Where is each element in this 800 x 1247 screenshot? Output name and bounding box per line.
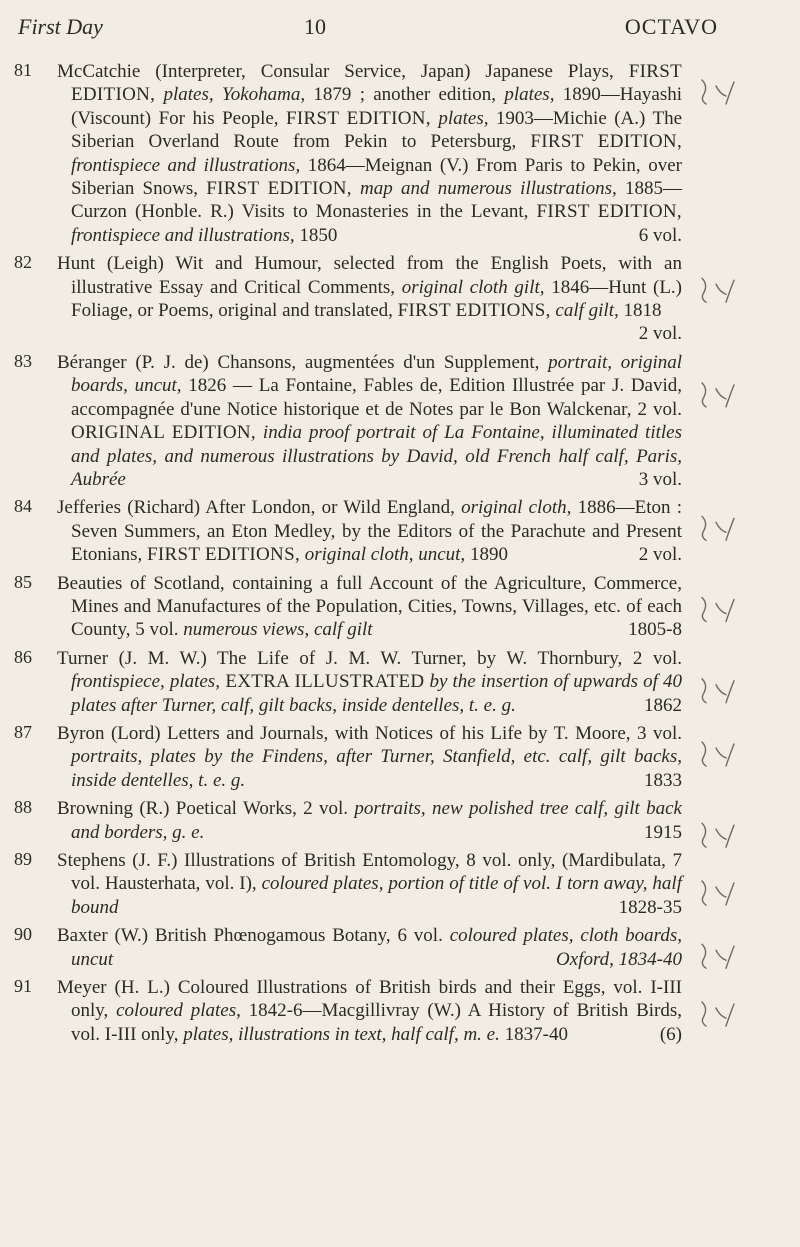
lot-description — [57, 924, 682, 971]
sale-day: First Day — [18, 14, 103, 39]
lot-entry — [0, 797, 800, 844]
lot-text-segment: portraits, plates by the Findens, after Turner, Stanfield, etc. calf, gilt backs, inside dentelles, t. e. g. — [71, 746, 682, 791]
lot-entry — [0, 496, 800, 566]
page-number: 10 — [304, 14, 326, 39]
lot-description — [57, 722, 682, 792]
lot-volume-note: 2 vol. — [638, 544, 682, 566]
lot-text-segment: original cloth, — [461, 497, 572, 519]
pencil-tick-mark — [702, 823, 734, 847]
lot-text-segment: Turner (J. M. W.) The Life of J. M. W. Turner, by W. Thornbury, 2 vol. — [57, 647, 682, 669]
lot-text-segment: coloured plates, portion of title of vol. I torn away, half bound — [71, 873, 682, 918]
lot-number: 83 — [14, 350, 32, 371]
lot-text-segment: 1850 — [294, 224, 338, 246]
lot-number: 86 — [14, 646, 32, 667]
lot-number: 87 — [14, 721, 32, 742]
lot-number: 84 — [14, 496, 32, 517]
section-title: OCTAVO — [624, 14, 718, 39]
lot-number: 88 — [14, 797, 32, 818]
lot-text-segment: numerous views, calf gilt — [183, 619, 373, 641]
lot-volume-note: 6 vol. — [638, 224, 682, 246]
pencil-tick-mark — [702, 881, 734, 905]
lot-list — [0, 60, 800, 1051]
lot-text-segment: FIRST EDITION, — [536, 201, 682, 223]
lot-volume-note: (6) — [659, 1023, 682, 1045]
lot-description — [57, 572, 682, 642]
lot-text-segment: portrait, original boards, uncut, — [71, 351, 683, 397]
lot-text-segment: 1903—Michie (A.) The Siberian Overland Route from Pekin to Petersburg, — [71, 107, 682, 153]
lot-entry — [0, 572, 800, 642]
lot-text-segment: coloured plates, cloth boards, uncut — [71, 925, 683, 970]
lot-text-segment: McCatchie (Interpreter, Consular Service, Japan) Japanese Plays, — [57, 61, 629, 82]
lot-entry — [0, 647, 800, 717]
lot-text-segment: 1846—Hunt (L.) Foliage, or Poems, original and translated, — [71, 276, 683, 322]
lot-description — [57, 351, 682, 491]
lot-text-segment: 1890 — [465, 544, 508, 566]
lot-number: 90 — [14, 924, 32, 945]
lot-number: 85 — [14, 571, 32, 592]
lot-text-segment: 1842-6—Macgillivray (W.) A History of British Birds, vol. I-III only, — [71, 1000, 683, 1045]
lot-number: 81 — [14, 60, 32, 80]
lot-entry — [0, 722, 800, 792]
lot-text-segment: frontispiece, plates, — [71, 671, 220, 693]
lot-text-segment: 1886—Eton : Seven Summers, an Eton Medley, by the Editors of the Parachute and Present Etonians, — [71, 497, 682, 566]
lot-text-segment: india proof portrait of La Fontaine, illuminated titles and plates, and numerous illustrations by David, old French half calf, Paris, Aubrée — [71, 422, 682, 490]
lot-text-segment: frontispiece and illustrations, — [71, 224, 295, 246]
lot-text-segment: plates, — [430, 107, 489, 129]
lot-text-segment: frontispiece and illustrations, — [71, 154, 301, 176]
lot-text-segment: 1890—Hayashi (Viscount) For his People, — [71, 84, 682, 129]
lot-entry — [0, 60, 800, 247]
lot-number: 91 — [14, 976, 32, 997]
pencil-tick-mark — [702, 944, 734, 968]
lot-entry — [0, 924, 800, 971]
lot-number: 89 — [14, 849, 32, 869]
lot-text-segment: calf gilt, — [550, 300, 619, 322]
lot-text-segment: ORIGINAL EDITION, — [71, 422, 256, 444]
lot-text-segment: Meyer (H. L.) Coloured Illustrations of British birds and their Eggs, vol. I-III only, — [57, 977, 682, 1022]
lot-description — [57, 797, 682, 844]
lot-text-segment: Stephens (J. F.) Illustrations of British Entomology, 8 vol. only, (Mardibulata, 7 vol. Hausterhata, vol. I), — [57, 850, 682, 895]
lot-volume-note: 1862 — [644, 694, 682, 716]
lot-text-segment: FIRST EDITIONS, — [397, 300, 551, 322]
lot-text-segment: FIRST EDITION, — [71, 61, 682, 106]
lot-text-segment: 1826 — La Fontaine, Fables de, Edition Illustrée par J. David, accompagnée d'une Notice historique et de Notes par le Bon Walckenar, 2 vol. — [71, 375, 683, 420]
lot-volume-note: Oxford, 1834-40 — [556, 948, 682, 970]
pencil-tick-mark — [702, 742, 734, 766]
lot-volume-note: 1828-35 — [618, 896, 682, 918]
lot-volume-note: 1805-8 — [628, 619, 682, 641]
pencil-tick-mark — [702, 516, 734, 540]
lot-text-segment: Béranger (P. J. de) Chansons, augmentées d'un Supplement, — [57, 351, 549, 373]
lot-text-segment: by the insertion of upwards of 40 plates after Turner, calf, gilt backs, inside dentelles, t. e. g. — [71, 671, 682, 716]
page-header — [18, 14, 778, 48]
lot-entry — [0, 252, 800, 346]
lot-text-segment: Beauties of Scotland, containing a full Account of the Agriculture, Commerce, Mines and Manufactures of the Population, Cities, Towns, Villages, etc. of each County, 5 vol. — [57, 572, 682, 641]
lot-volume-note: 3 vol. — [638, 468, 682, 490]
lot-text-segment: EXTRA ILLUSTRATED — [219, 671, 425, 693]
pencil-tick-mark — [702, 598, 734, 622]
lot-text-segment: coloured plates, — [116, 1000, 241, 1022]
lot-text-segment: 1885—Curzon (Honble. R.) Visits to Monasteries in the Levant, — [71, 178, 683, 223]
lot-number: 82 — [14, 252, 32, 273]
lot-description — [57, 647, 682, 717]
lot-entry — [0, 976, 800, 1046]
lot-text-segment: 1818 — [618, 300, 662, 322]
lot-entry — [0, 849, 800, 919]
lot-text-segment: map and numerous illustrations, — [351, 178, 617, 200]
lot-text-segment: original cloth gilt, — [401, 276, 545, 298]
lot-text-segment: FIRST EDITIONS, — [147, 544, 300, 566]
pencil-annotations — [692, 60, 792, 1210]
lot-volume-note: 2 vol. — [638, 323, 682, 345]
lot-text-segment: FIRST EDITION, — [530, 131, 682, 153]
lot-description — [57, 60, 682, 247]
pencil-tick-mark — [702, 1002, 734, 1026]
pencil-tick-mark — [702, 278, 734, 302]
lot-description — [57, 976, 682, 1046]
lot-description — [57, 252, 682, 346]
lot-text-segment: portraits, new polished tree calf, gilt back and borders, g. e. — [71, 798, 682, 843]
pencil-tick-mark — [702, 383, 734, 407]
lot-description — [57, 849, 682, 919]
lot-volume-note: 1915 — [644, 821, 682, 843]
pencil-tick-mark — [702, 80, 734, 104]
lot-text-segment: 1879 ; another edition, — [305, 84, 505, 106]
lot-text-segment: FIRST EDITION, — [286, 107, 431, 129]
pencil-tick-mark — [702, 679, 734, 703]
lot-text-segment: Baxter (W.) British Phœnogamous Botany, 6 vol. — [57, 925, 450, 947]
lot-text-segment: Browning (R.) Poetical Works, 2 vol. — [57, 798, 355, 820]
lot-text-segment: Jefferies (Richard) After London, or Wild England, — [57, 497, 462, 519]
lot-text-segment: plates, illustrations in text, half calf, m. e. — [183, 1023, 500, 1045]
lot-text-segment: plates, — [504, 84, 555, 106]
lot-text-segment: 1864—Meignan (V.) From Paris to Pekin, over Siberian Snows, — [71, 154, 682, 200]
lot-text-segment: Hunt (Leigh) Wit and Humour, selected from the English Poets, with an illustrative Essay and Critical Comments, — [57, 253, 682, 298]
lot-text-segment: plates, Yokohama, — [155, 84, 306, 106]
lot-text-segment: FIRST EDITION, — [206, 178, 352, 200]
lot-text-segment: 1837-40 — [499, 1023, 568, 1045]
lot-entry — [0, 351, 800, 491]
lot-description — [57, 496, 682, 566]
lot-text-segment: original cloth, uncut, — [300, 544, 466, 566]
lot-volume-note: 1833 — [644, 769, 682, 791]
lot-text-segment: Byron (Lord) Letters and Journals, with Notices of his Life by T. Moore, 3 vol. — [57, 722, 682, 744]
